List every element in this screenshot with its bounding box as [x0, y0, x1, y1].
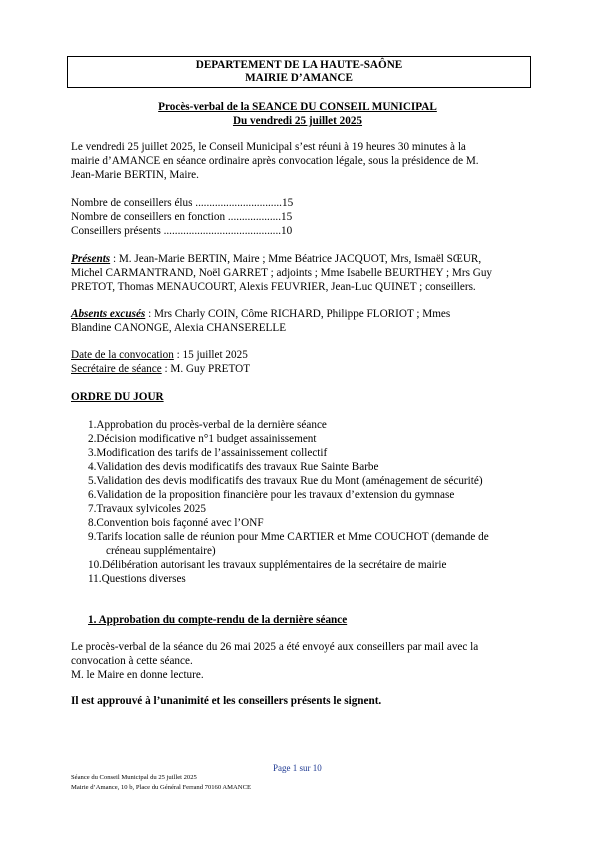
secretaire-label: Secrétaire de séance [71, 363, 162, 375]
section-1-para-line-3: M. le Maire en donne lecture. [71, 669, 204, 681]
agenda-item: 5.Validation des devis modificatifs des travaux Rue du Mont (aménagement de sécurité) [88, 475, 483, 487]
agenda-item: 2.Décision modificative n°1 budget assainissement [88, 433, 317, 445]
section-1-para-line-1: Le procès-verbal de la séance du 26 mai 2025 a été envoyé aux conseillers par mail avec la [71, 641, 479, 653]
presents-label: Présents [71, 253, 111, 265]
agenda-item: 8.Convention bois façonné avec l’ONF [88, 517, 264, 529]
agenda-item: 1.Approbation du procès-verbal de la dernière séance [88, 419, 327, 431]
section-1-para-line-2: convocation à cette séance. [71, 655, 193, 667]
agenda-item: 3.Modification des tarifs de l’assainissement collectif [88, 447, 328, 459]
agenda-item: 10.Délibération autorisant les travaux supplémentaires de la secrétaire de mairie [88, 559, 447, 571]
document-title: Procès-verbal de la SEANCE DU CONSEIL MUNICIPAL [158, 101, 437, 113]
absents-label: Absents excusés [71, 308, 146, 320]
absents-text: : Mrs Charly COIN, Côme RICHARD, Philippe FLORIOT ; Mmes [145, 308, 451, 320]
presents-line-1 [71, 252, 481, 266]
footer-seance: Séance du Conseil Municipal du 25 juillet 2025 [71, 774, 197, 781]
secretaire-line [71, 362, 250, 376]
intro-line-1: Le vendredi 25 juillet 2025, le Conseil Municipal s’est réuni à 19 heures 30 minutes à la [71, 141, 466, 153]
absents-line-2: Blandine CANONGE, Alexia CHANSERELLE [71, 322, 287, 334]
secretaire-value: : M. Guy PRETOT [161, 363, 251, 375]
presents-line-2: Michel CARMANTRAND, Noël GARRET ; adjoints ; Mme Isabelle BEURTHEY ; Mrs Guy [71, 267, 493, 279]
absents-line-1 [71, 307, 450, 321]
intro-line-2: mairie d’AMANCE en séance ordinaire après convocation légale, sous la présidence de M. [71, 155, 479, 167]
page-number: Page 1 sur 10 [273, 763, 322, 773]
ordre-du-jour-heading: ORDRE DU JOUR [71, 391, 164, 403]
presents-line-3: PRETOT, Thomas MENAUCOURT, Alexis FEUVRIER, Jean-Luc QUINET ; conseillers. [71, 281, 476, 293]
convocation-label: Date de la convocation [71, 349, 174, 361]
intro-line-3: Jean-Marie BERTIN, Maire. [71, 169, 199, 181]
header-mairie: MAIRIE D’AMANCE [245, 72, 353, 84]
agenda-item: 11.Questions diverses [88, 573, 186, 585]
section-1-heading: 1. Approbation du compte-rendu de la dernière séance [88, 614, 348, 626]
section-1-conclusion: Il est approuvé à l’unanimité et les conseillers présents le signent. [71, 695, 382, 707]
agenda-item: 9.Tarifs location salle de réunion pour Mme CARTIER et Mme COUCHOT (demande de [88, 531, 489, 543]
agenda-item: 4.Validation des devis modificatifs des travaux Rue Sainte Barbe [88, 461, 379, 473]
convocation-value: : 15 juillet 2025 [173, 349, 248, 361]
agenda-item: 7.Travaux sylvicoles 2025 [88, 503, 206, 515]
count-presents: Conseillers présents ..........................................10 [71, 225, 293, 237]
presents-text: : M. Jean-Marie BERTIN, Maire ; Mme Béatrice JACQUOT, Mrs, Ismaël SŒUR, [110, 253, 482, 265]
count-en-fonction: Nombre de conseillers en fonction ...................15 [71, 211, 293, 223]
header-department: DEPARTEMENT DE LA HAUTE-SAÔNE [195, 59, 403, 71]
convocation-line [71, 348, 248, 362]
footer-address: Mairie d’Amance, 10 b, Place du Général Ferrand 70160 AMANCE [71, 784, 251, 791]
header-box [67, 56, 531, 88]
agenda-item-continuation: créneau supplémentaire) [106, 545, 216, 557]
document-date: Du vendredi 25 juillet 2025 [232, 115, 363, 127]
count-elus: Nombre de conseillers élus ...............................15 [71, 197, 294, 209]
agenda-item: 6.Validation de la proposition financière pour les travaux d’extension du gymnase [88, 489, 455, 501]
